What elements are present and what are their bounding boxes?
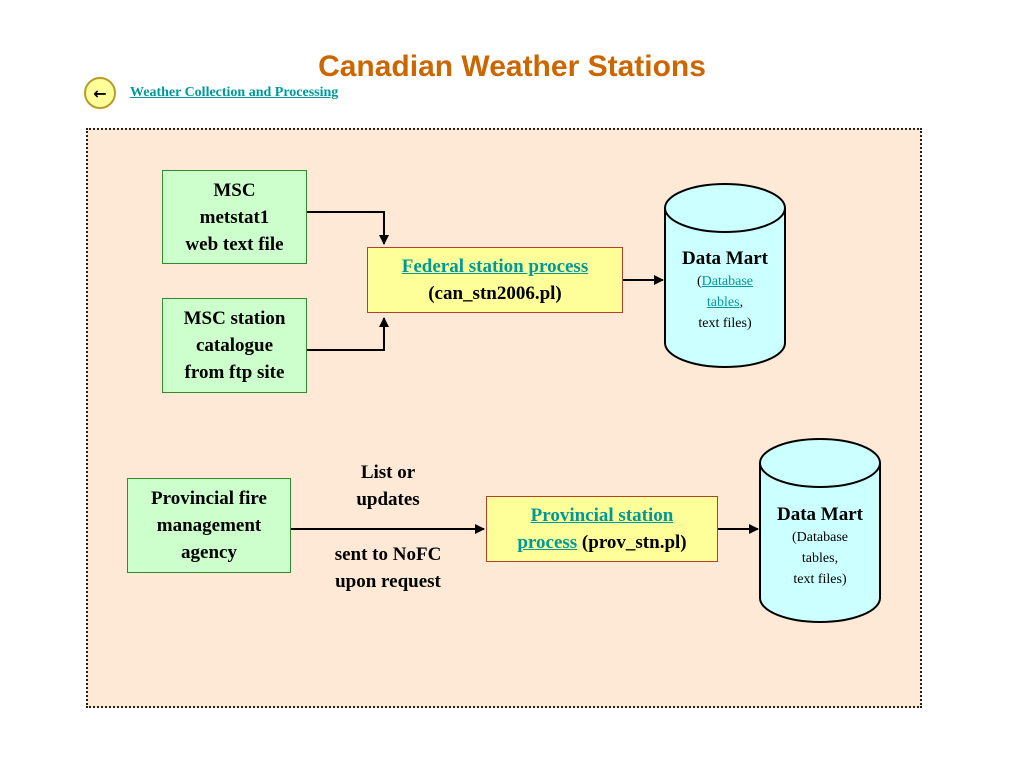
weather-collection-link[interactable]: Weather Collection and Processing (130, 85, 339, 100)
arrow-label-line: upon request (335, 571, 441, 592)
source-provincial-agency (127, 478, 291, 573)
source-line: Provincial fire (151, 488, 267, 509)
provincial-process-script: (prov_stn.pl) (581, 532, 687, 553)
federal-process-box (367, 247, 623, 313)
source-line: from ftp site (184, 362, 285, 383)
federal-process-script: (can_stn2006.pl) (428, 283, 562, 304)
source-line: agency (181, 542, 237, 563)
provincial-process-link-2[interactable]: process (517, 532, 578, 553)
arrow-label-top (318, 459, 458, 513)
connector-catalogue-to-federal (307, 318, 384, 350)
provincial-process-box (486, 496, 718, 562)
source-line: MSC station (183, 308, 286, 329)
paren-text: ( (697, 274, 702, 289)
datamart-title: Data Mart (682, 248, 768, 269)
source-line: metstat1 (199, 206, 270, 228)
datamart-line: text files) (793, 572, 847, 587)
datamart-line: (Database (792, 530, 848, 545)
arrow-label-bottom (308, 541, 468, 595)
source-msc-metstat1 (162, 170, 307, 264)
datamart-federal-label (665, 247, 785, 334)
tables-link[interactable]: tables (706, 295, 740, 310)
connector-metstat-to-federal (307, 212, 384, 244)
arrow-label-line: updates (356, 489, 420, 510)
source-line: management (156, 515, 262, 536)
page-title: Canadian Weather Stations (318, 50, 706, 83)
comma-text: , (739, 295, 744, 310)
provincial-process-link[interactable]: Provincial station (530, 505, 674, 526)
datamart-provincial-label (760, 503, 880, 590)
database-link[interactable]: Database (701, 274, 753, 289)
source-line: MSC (213, 179, 256, 201)
datamart-title: Data Mart (777, 504, 863, 525)
source-line: web text file (185, 233, 284, 255)
arrow-label-line: sent to NoFC (334, 544, 442, 565)
arrow-label-line: List or (360, 462, 416, 483)
datamart-files: text files) (698, 316, 752, 331)
source-msc-catalogue (162, 298, 307, 393)
datamart-line: tables, (801, 551, 839, 566)
federal-process-link[interactable]: Federal station process (401, 256, 589, 277)
arrow-left-icon: ← (93, 83, 107, 103)
source-line: catalogue (195, 335, 274, 356)
